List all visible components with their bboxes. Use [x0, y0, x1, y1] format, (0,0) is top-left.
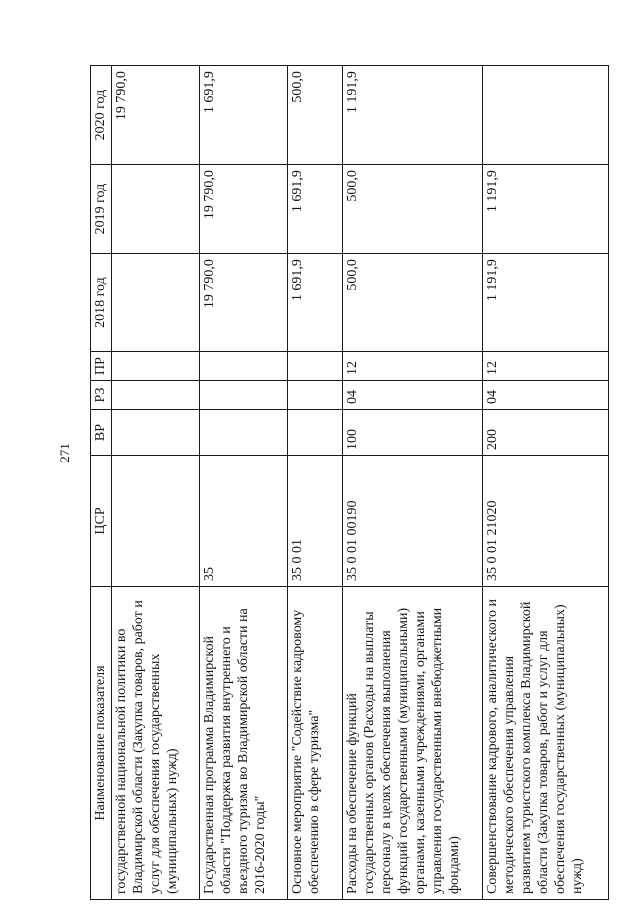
- row-rz: [200, 381, 288, 410]
- header-2018: 2018 год: [91, 254, 112, 352]
- header-name: Наименование показателя: [91, 587, 112, 900]
- row-name: государственной национальной политики во Владимирской области (Закупка товаров, работ и услуг для обеспечения государственных (муниципальных) нужд): [112, 587, 200, 900]
- row-rz: 04: [343, 381, 483, 410]
- row-2020: 500,0: [288, 66, 343, 165]
- row-pr: [288, 352, 343, 381]
- row-csr: [112, 456, 200, 587]
- row-2018: 1 691,9: [288, 254, 343, 352]
- row-pr: 12: [343, 352, 483, 381]
- row-2020: 1 191,9: [343, 66, 483, 165]
- row-2018: 1 191,9: [483, 254, 609, 352]
- row-2019: 19 790,0: [200, 165, 288, 254]
- table-row: [483, 66, 609, 900]
- table-header-row: [91, 66, 112, 900]
- row-csr: 35 0 01 00190: [343, 456, 483, 587]
- row-2020: 19 790,0: [112, 66, 200, 165]
- row-2019: 500,0: [343, 165, 483, 254]
- table-row: [112, 66, 200, 900]
- row-vr: [288, 410, 343, 456]
- row-name: Расходы на обеспечение функций государственных органов (Расходы на выплаты персоналу в целях обеспечения выполнения функций государственными (муниципальными) органами, казенными учреждениями, органами управления государственными внебюджетными фондами): [343, 587, 483, 900]
- row-name: Основное мероприятие "Содействие кадровому обеспечению в сфере туризма": [288, 587, 343, 900]
- row-pr: [200, 352, 288, 381]
- row-2019: [112, 165, 200, 254]
- row-name: Государственная программа Владимирской области "Поддержка развития внутреннего и въездного туризма во Владимирской области на 2016-2020 годы": [200, 587, 288, 900]
- page-number: 271: [57, 443, 72, 463]
- row-vr: [112, 410, 200, 456]
- row-2018: 500,0: [343, 254, 483, 352]
- row-2019: 1 191,9: [483, 165, 609, 254]
- row-2019: 1 691,9: [288, 165, 343, 254]
- header-rz: РЗ: [91, 381, 112, 410]
- row-csr: 35 0 01 21020: [483, 456, 609, 587]
- row-csr: 35 0 01: [288, 456, 343, 587]
- table-row: [343, 66, 483, 900]
- row-name: Совершенствование кадрового, аналитического и методического обеспечения управления развитием туристского комплекса Владимирской области (Закупка товаров, работ и услуг для обеспечения государственных (муниципальных) нужд): [483, 587, 609, 900]
- header-2019: 2019 год: [91, 165, 112, 254]
- row-2020: [483, 66, 609, 165]
- header-pr: ПР: [91, 352, 112, 381]
- row-2018: [112, 254, 200, 352]
- row-vr: 100: [343, 410, 483, 456]
- row-vr: 200: [483, 410, 609, 456]
- row-pr: [112, 352, 200, 381]
- header-vr: ВР: [91, 410, 112, 456]
- table-row: [288, 66, 343, 900]
- budget-table: [90, 65, 609, 900]
- table-row: [200, 66, 288, 900]
- row-csr: 35: [200, 456, 288, 587]
- header-2020: 2020 год: [91, 66, 112, 165]
- row-rz: 04: [483, 381, 609, 410]
- row-2020: 1 691,9: [200, 66, 288, 165]
- row-2018: 19 790,0: [200, 254, 288, 352]
- row-pr: 12: [483, 352, 609, 381]
- row-vr: [200, 410, 288, 456]
- row-rz: [288, 381, 343, 410]
- header-csr: ЦСР: [91, 456, 112, 587]
- row-rz: [112, 381, 200, 410]
